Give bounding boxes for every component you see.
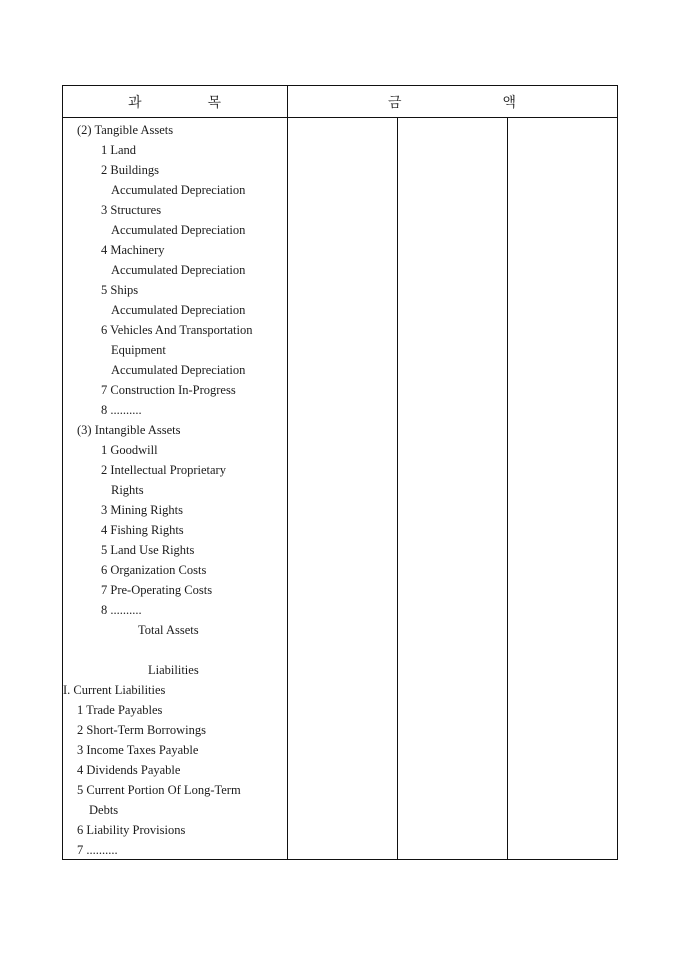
line-item: 6 Organization Costs — [101, 563, 207, 577]
header-amount-column — [288, 86, 617, 117]
amount-cell-1 — [288, 118, 397, 859]
line-item: Liabilities — [148, 663, 199, 677]
line-item: 8 .......... — [101, 603, 142, 617]
line-item — [63, 640, 287, 660]
header-item-char-1: 과 — [127, 95, 143, 111]
line-item: 3 Mining Rights — [101, 503, 183, 517]
line-item: 1 Trade Payables — [77, 703, 163, 717]
line-item: 5 Land Use Rights — [101, 543, 195, 557]
line-item: 2 Buildings — [101, 163, 159, 177]
line-item: 7 Construction In-Progress — [101, 383, 236, 397]
table-header-row — [63, 86, 617, 118]
line-item: 4 Machinery — [101, 243, 165, 257]
header-amount-char-1: 금 — [387, 95, 403, 111]
amount-cell-3 — [507, 118, 617, 859]
line-item: Accumulated Depreciation — [111, 183, 246, 197]
table-body — [63, 118, 617, 859]
line-item: 2 Intellectual Proprietary — [101, 463, 226, 477]
line-item: Accumulated Depreciation — [111, 363, 246, 377]
line-item: 1 Land — [101, 143, 137, 157]
header-amount-char-2: 액 — [502, 95, 517, 111]
line-item: 8 .......... — [101, 403, 142, 417]
line-item: 2 Short-Term Borrowings — [77, 723, 206, 737]
line-item: (2) Tangible Assets — [77, 123, 174, 137]
line-item: 3 Structures — [101, 203, 162, 217]
line-item: I. Current Liabilities — [63, 683, 166, 697]
line-item: 5 Current Portion Of Long-Term — [77, 783, 241, 797]
line-item: 4 Fishing Rights — [101, 523, 184, 537]
line-item: 7 Pre-Operating Costs — [101, 583, 213, 597]
line-item: Rights — [111, 483, 144, 497]
item-column — [63, 118, 288, 859]
line-item: Equipment — [111, 343, 166, 357]
line-item: 1 Goodwill — [101, 443, 158, 457]
line-item: 5 Ships — [101, 283, 139, 297]
line-item: 6 Vehicles And Transportation — [101, 323, 253, 337]
line-item: Accumulated Depreciation — [111, 303, 246, 317]
line-item: 6 Liability Provisions — [77, 823, 186, 837]
line-item: 3 Income Taxes Payable — [77, 743, 199, 757]
line-item: 7 .......... — [77, 843, 118, 857]
line-item: Debts — [89, 803, 119, 817]
balance-sheet-table — [62, 85, 618, 860]
header-item-column — [63, 86, 288, 117]
header-item-char-2: 목 — [207, 95, 222, 111]
line-item: Total Assets — [138, 623, 199, 637]
line-item: (3) Intangible Assets — [77, 423, 181, 437]
amount-cell-2 — [397, 118, 507, 859]
line-item: Accumulated Depreciation — [111, 223, 246, 237]
line-item: 4 Dividends Payable — [77, 763, 181, 777]
line-item: Accumulated Depreciation — [111, 263, 246, 277]
